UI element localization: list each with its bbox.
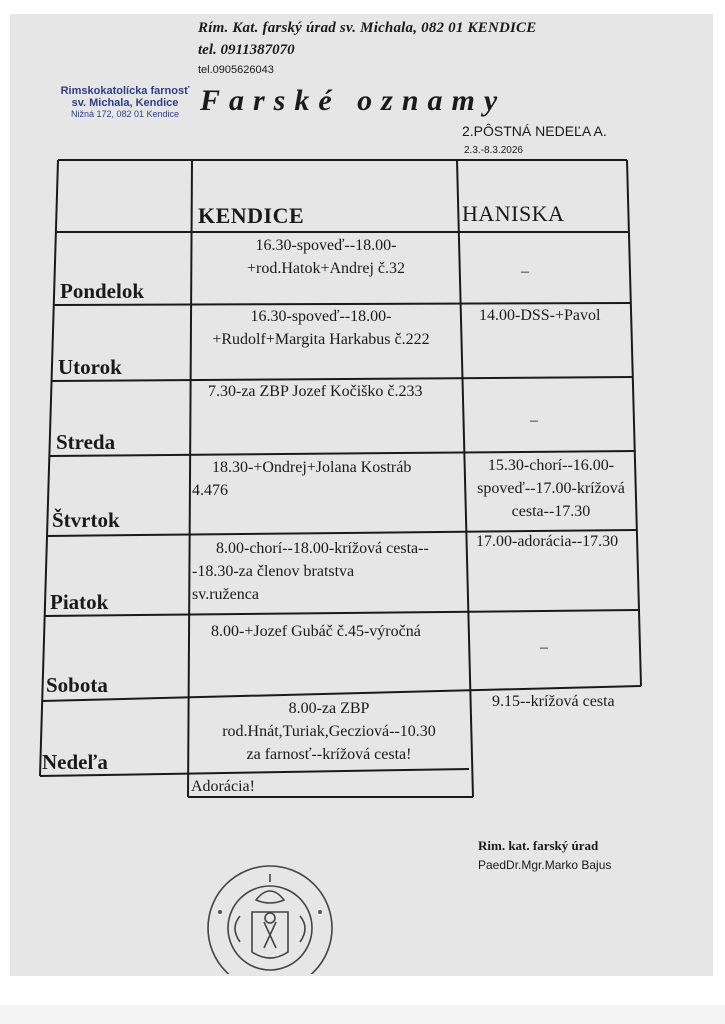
thursday-kendice: 18.30-+Ondrej+Jolana Kostráb 4.476 — [192, 459, 412, 499]
day-sunday: Nedeľa — [42, 750, 108, 774]
day-friday: Piatok — [50, 590, 109, 614]
monday-haniska: – — [521, 263, 529, 280]
saturday-kendice: 8.00-+Jozef Gubáč č.45-výročná — [211, 623, 421, 640]
phone-number: tel. 0911387070 — [198, 42, 295, 58]
day-saturday: Sobota — [46, 673, 108, 697]
page-title: Farské oznamy — [200, 84, 507, 117]
parish-seal-icon — [200, 852, 340, 974]
stamp-line-1: Rimskokatolícka farnosť — [60, 85, 190, 97]
wednesday-kendice: 7.30-za ZBP Jozef Kočiško č.233 — [208, 383, 423, 400]
sunday-haniska: 9.15--krížová cesta — [492, 693, 615, 710]
monday-kendice: 16.30-spoveď--18.00- +rod.Hatok+Andrej č.32 — [246, 237, 405, 277]
week-label: 2.PÔSTNÁ NEDEĽA A. — [462, 123, 607, 139]
column-header-kendice: KENDICE — [198, 203, 305, 228]
day-monday: Pondelok — [60, 279, 145, 303]
friday-kendice: 8.00-chorí--18.00-krížová cesta-- -18.30-za členov bratstva sv.ruženca — [192, 540, 429, 603]
saturday-haniska: – — [540, 639, 548, 656]
day-thursday: Štvrtok — [52, 508, 120, 532]
stamp-line-3: Nižná 172, 082 01 Kendice — [70, 109, 180, 119]
sunday-kendice: 8.00-za ZBP rod.Hnát,Turiak,Gecziová--10.30 za farnosť--krížová cesta! — [222, 700, 436, 763]
table-footnote: Adorácia! — [191, 778, 255, 795]
column-header-haniska: HANISKA — [462, 201, 565, 226]
date-range: 2.3.-8.3.2026 — [464, 145, 523, 156]
stamp-line-2: sv. Michala, Kendice — [71, 97, 179, 109]
tuesday-haniska: 14.00-DSS-+Pavol — [479, 307, 601, 324]
signature-office: Rim. kat. farský úrad — [478, 838, 599, 853]
day-tuesday: Utorok — [58, 355, 122, 379]
phone-number-2: tel.0905626043 — [198, 64, 274, 76]
friday-haniska: 17.00-adorácia--17.30 — [476, 533, 619, 550]
signature-name: PaedDr.Mgr.Marko Bajus — [478, 858, 612, 872]
day-wednesday: Streda — [56, 430, 116, 454]
office-address: Rím. Kat. farský úrad sv. Michala, 082 01 KENDICE — [198, 20, 537, 36]
thursday-haniska: 15.30-chorí--16.00- spoveď--17.00-krížová cesta--17.30 — [477, 457, 625, 520]
tuesday-kendice: 16.30-spoveď--18.00- +Rudolf+Margita Harkabus č.222 — [212, 308, 430, 348]
wednesday-haniska: – — [530, 412, 538, 429]
